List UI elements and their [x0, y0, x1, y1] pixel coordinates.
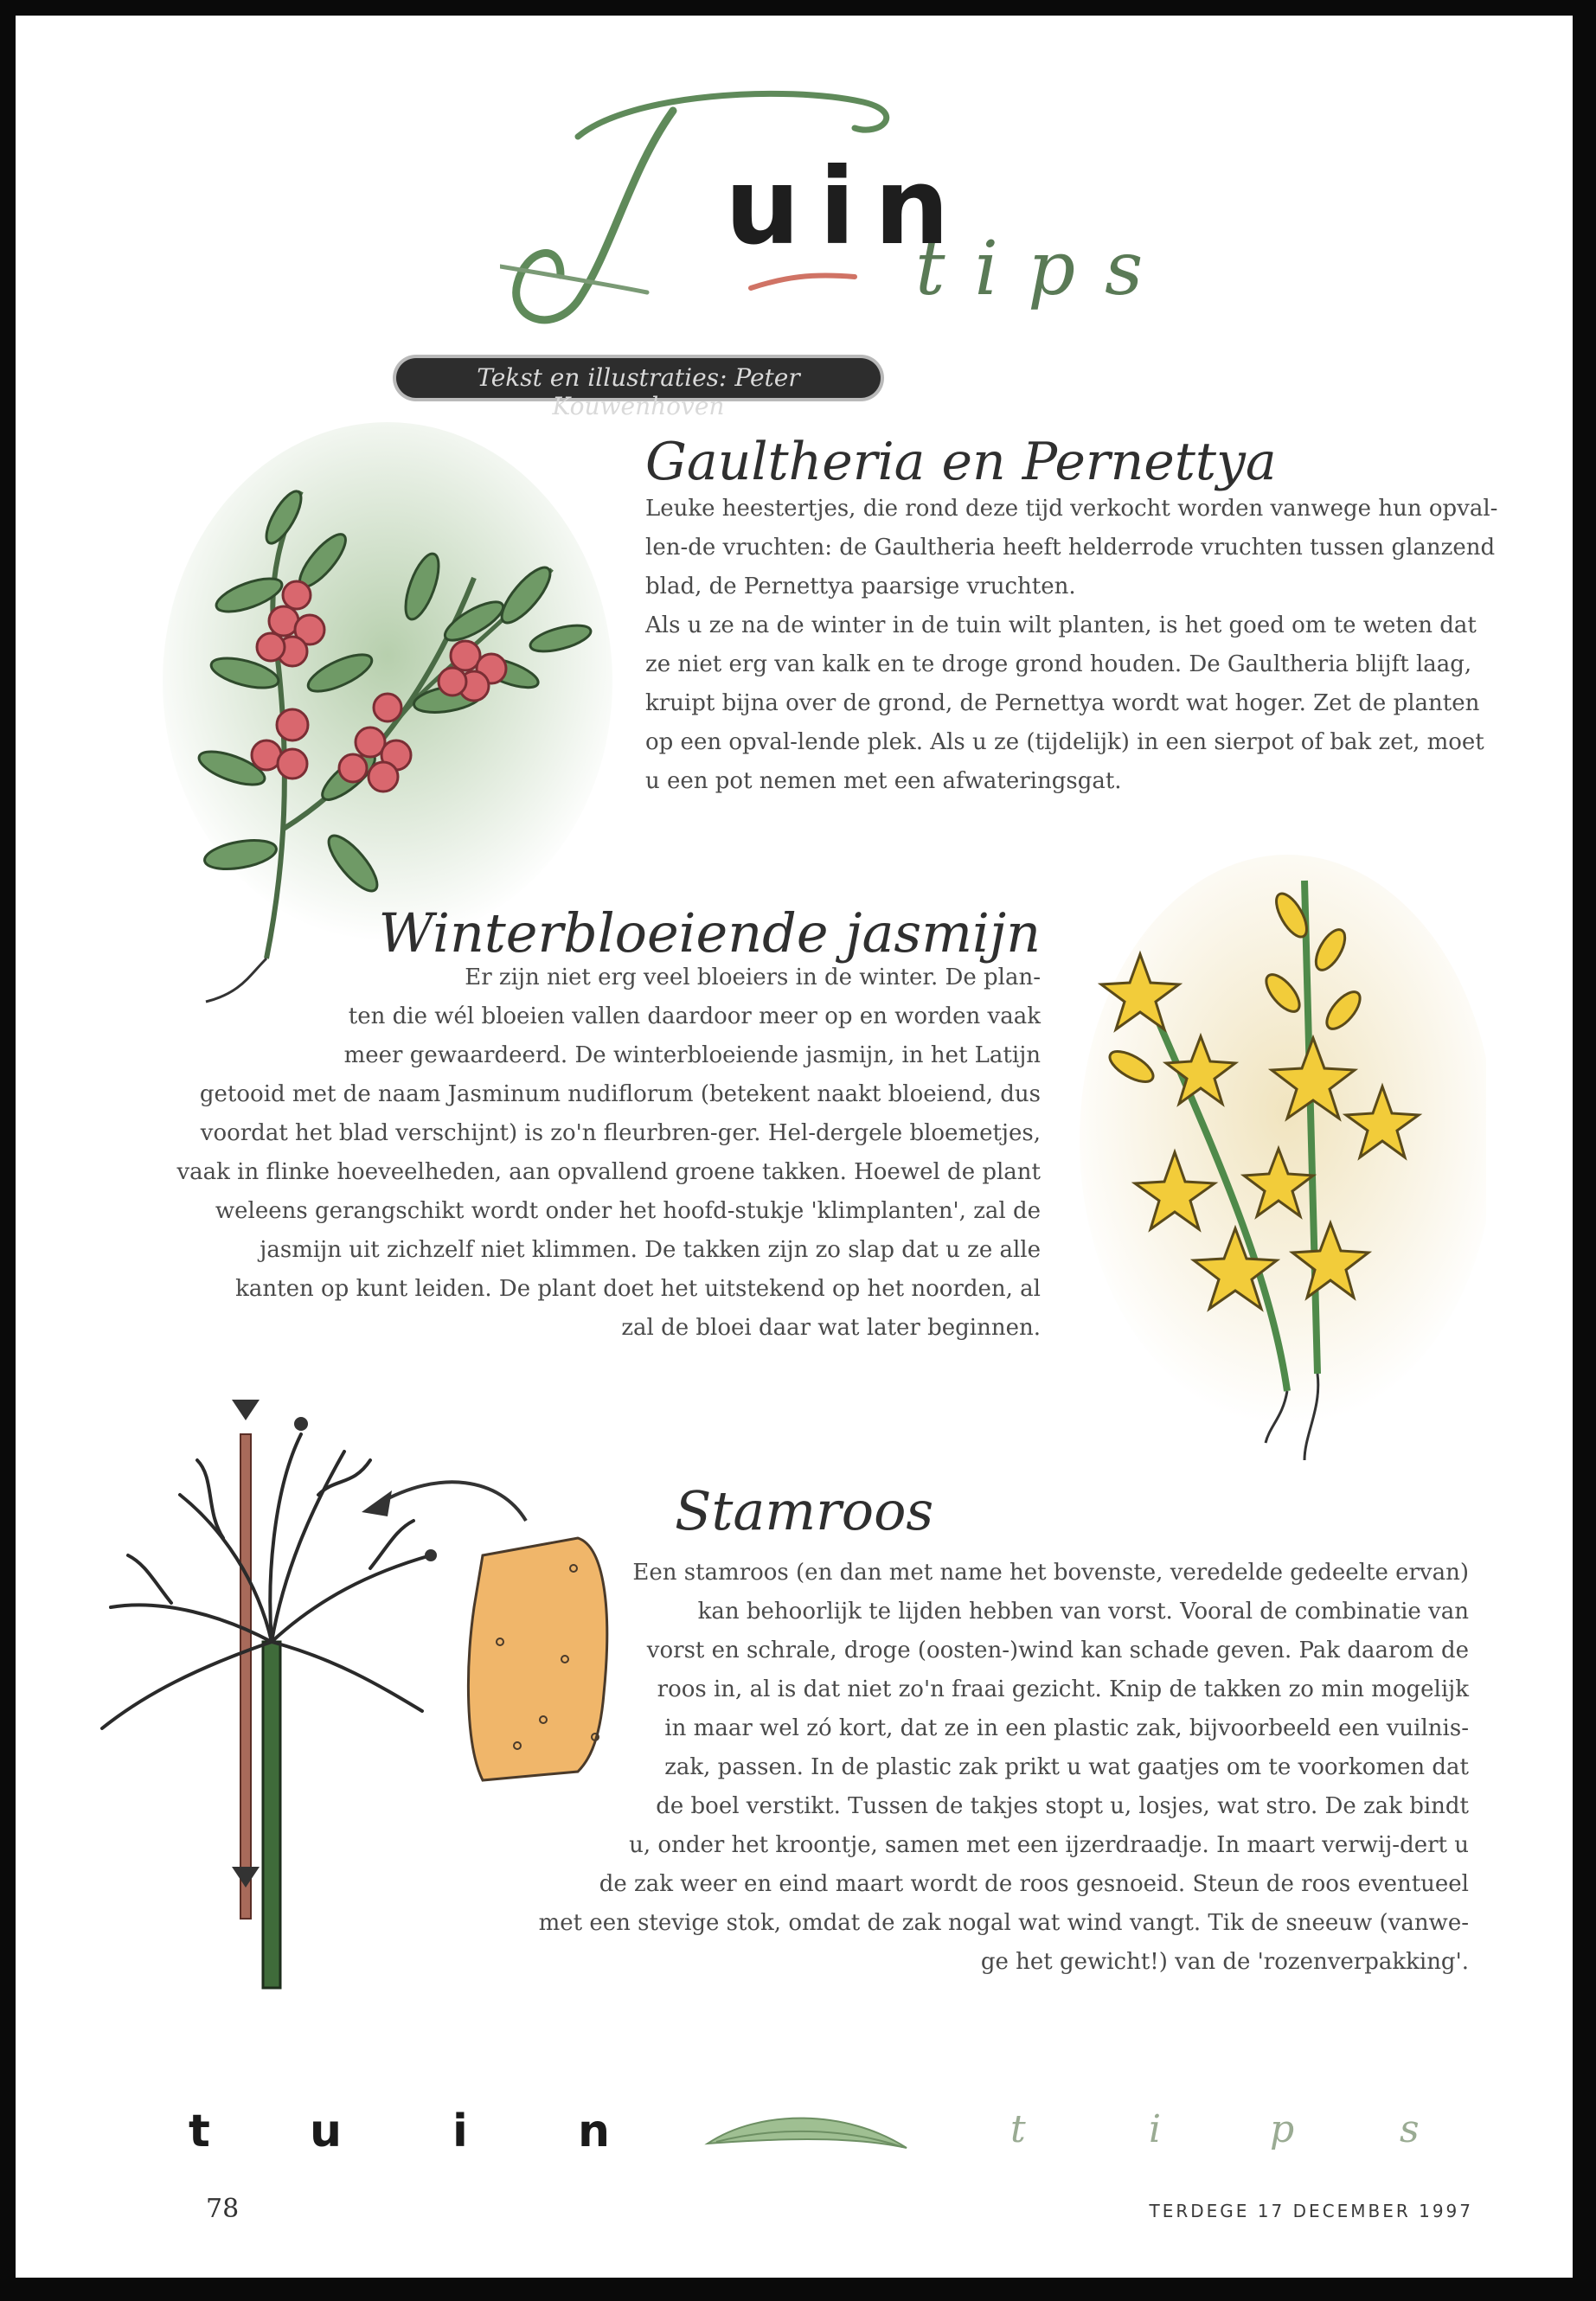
- text-line: meer gewaardeerd. De winterbloeiende jasmijn, in het Latijn: [343, 1042, 1041, 1068]
- text-line: u een pot nemen met een afwateringsgat.: [645, 768, 1122, 794]
- text-line: op een opval-lende plek. Als u ze (tijdelijk) in een sierpot of bak zet, moet: [645, 729, 1484, 755]
- text-line: zak, passen. In de plastic zak prikt u wat gaatjes om te voorkomen dat: [664, 1754, 1469, 1780]
- text-line: in maar wel zó kort, dat ze in een plastic zak, bijvoorbeeld een vuilnis-: [664, 1715, 1469, 1741]
- footer-letter-n: n: [578, 2106, 611, 2157]
- magazine-page: [16, 16, 1573, 2278]
- text-line: weleens gerangschikt wordt onder het hoofd-stukje 'klimplanten', zal de: [215, 1198, 1041, 1224]
- publication-info: TERDEGE 17 DECEMBER 1997: [1149, 2201, 1473, 2221]
- text-line: zal de bloei daar wat later beginnen.: [621, 1315, 1041, 1341]
- text-line: len-de vruchten: de Gaultheria heeft helderrode vruchten tussen glanzend: [645, 535, 1496, 561]
- section-body-gaultheria: [645, 490, 1497, 801]
- footer-letter-t: t: [189, 2106, 210, 2157]
- text-line: ten die wél bloeien vallen daardoor meer op en worden vaak: [348, 1003, 1041, 1029]
- footer-letter-i: i: [452, 2106, 468, 2157]
- section-body-jasmijn: [176, 958, 1041, 1348]
- section-title-gaultheria: Gaultheria en Pernettya: [645, 432, 1277, 492]
- section-title-jasmijn: Winterbloeiende jasmijn: [378, 901, 1041, 965]
- text-line: roos in, al is dat niet zo'n fraai gezicht. Knip de takken zo min mogelijk: [657, 1676, 1469, 1702]
- footer-letter-s-italic: s: [1400, 2107, 1420, 2151]
- text-line: Er zijn niet erg veel bloeiers in de winter. De plan-: [465, 965, 1041, 990]
- logo-tips: tips: [915, 226, 1173, 312]
- jasmine-illustration: [1071, 855, 1486, 1477]
- text-line: getooid met de naam Jasminum nudiflorum (betekent naakt bloeiend, dus: [199, 1081, 1041, 1107]
- text-line: ze niet erg van kalk en te droge grond houden. De Gaultheria blijft laag,: [645, 651, 1472, 677]
- text-line: ge het gewicht!) van de 'rozenverpakking'.: [980, 1949, 1469, 1975]
- text-line: de zak weer en eind maart wordt de roos gesnoeid. Steun de roos eventueel: [599, 1871, 1469, 1897]
- footer-leaf: [699, 2100, 915, 2170]
- credit-badge: [396, 358, 881, 420]
- text-line: vorst en schrale, droge (oosten-)wind kan schade geven. Pak daarom de: [646, 1638, 1469, 1663]
- text-line: Als u ze na de winter in de tuin wilt planten, is het goed om te weten dat: [645, 612, 1477, 638]
- text-line: jasmijn uit zichzelf niet klimmen. De takken zijn zo slap dat u ze alle: [260, 1237, 1041, 1263]
- text-line: kanten op kunt leiden. De plant doet het uitstekend op het noorden, al: [235, 1276, 1041, 1302]
- footer-letter-t-italic: t: [1010, 2107, 1026, 2151]
- credit-text: Tekst en illustraties: Peter Kouwenhoven: [477, 363, 800, 420]
- text-line: kan behoorlijk te lijden hebben van vorst. Vooral de combinatie van: [697, 1599, 1469, 1625]
- footer-letter-u: u: [310, 2106, 343, 2157]
- text-line: kruipt bijna over de grond, de Pernettya wordt wat hoger. Zet de planten: [645, 690, 1480, 716]
- text-line: vaak in flinke hoeveelheden, aan opvallend groene takken. Hoewel de plant: [176, 1159, 1041, 1185]
- section-body-stamroos: [539, 1554, 1469, 1982]
- text-line: voordat het blad verschijnt) is zo'n fleurbren-ger. Hel-dergele bloemetjes,: [200, 1120, 1041, 1146]
- text-line: met een stevige stok, omdat de zak nogal wat wind vangt. Tik de sneeuw (vanwe-: [538, 1910, 1469, 1936]
- text-line: blad, de Pernettya paarsige vruchten.: [645, 574, 1076, 599]
- logo-uin: uin: [725, 145, 969, 268]
- footer-letter-i-italic: i: [1149, 2107, 1162, 2151]
- section-title-stamroos: Stamroos: [675, 1479, 934, 1542]
- page-number: 78: [206, 2194, 240, 2224]
- text-line: Leuke heestertjes, die rond deze tijd verkocht worden vanwege hun opval-: [645, 496, 1498, 522]
- text-line: de boel verstikt. Tussen de takjes stopt u, losjes, wat stro. De zak bindt: [656, 1793, 1469, 1819]
- text-line: u, onder het kroontje, samen met een ijzerdraadje. In maart verwij-dert u: [629, 1832, 1469, 1858]
- text-line: Een stamroos (en dan met name het bovenste, veredelde gedeelte ervan): [632, 1560, 1469, 1586]
- footer-letter-p-italic: p: [1270, 2107, 1295, 2151]
